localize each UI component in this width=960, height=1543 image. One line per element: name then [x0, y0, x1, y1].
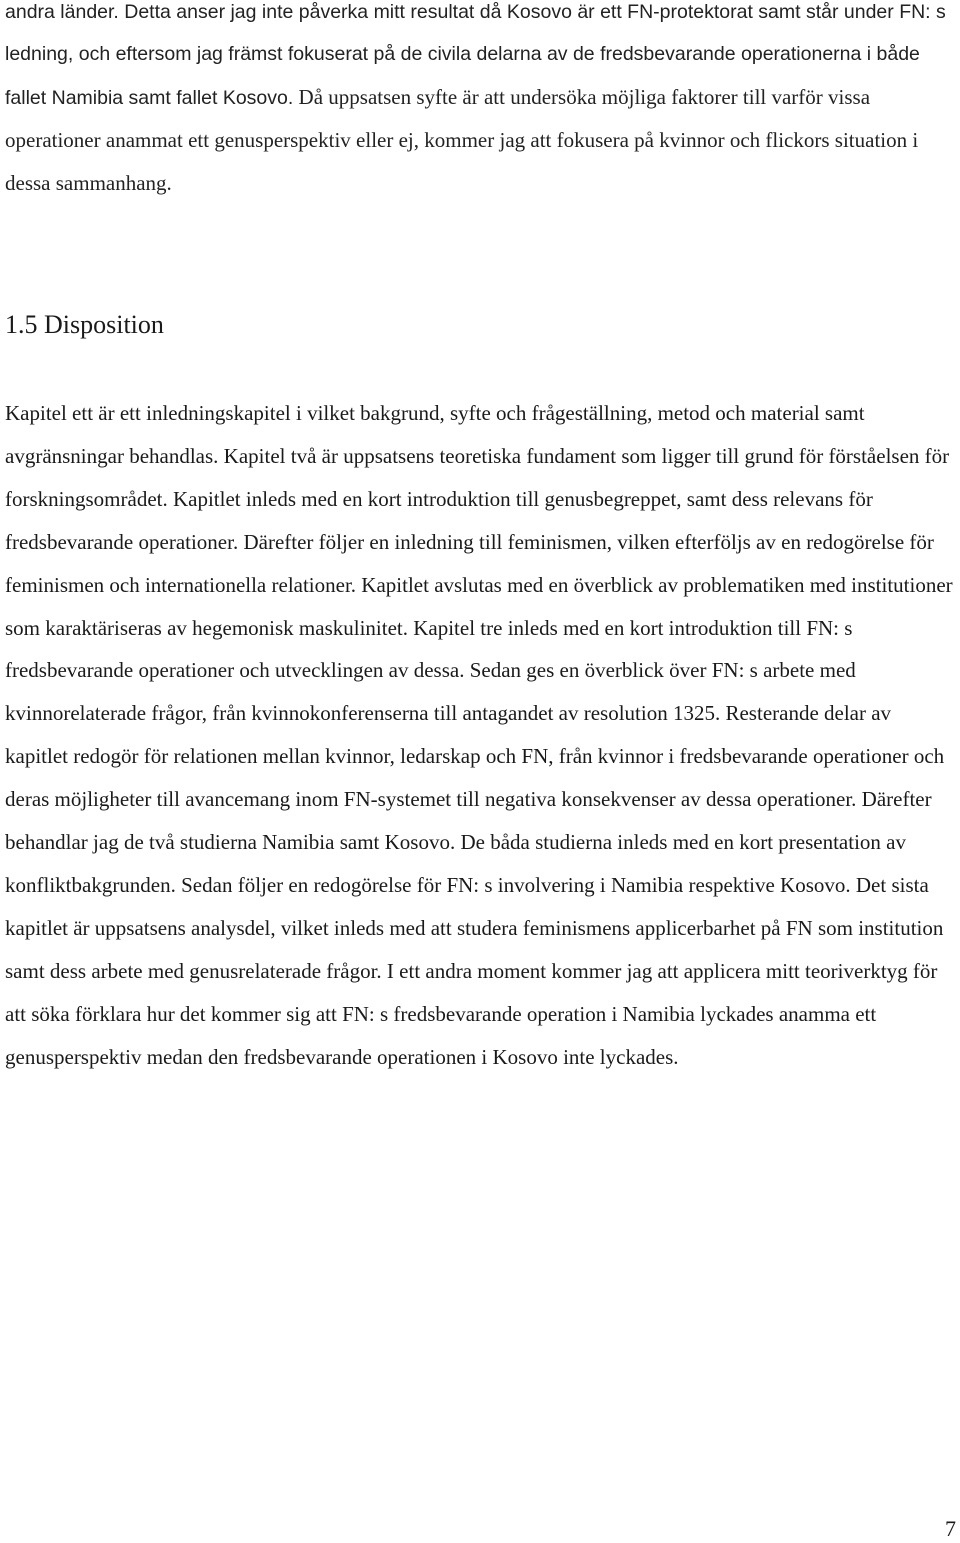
- section-heading: 1.5 Disposition: [5, 310, 164, 339]
- page-number: 7: [945, 1516, 956, 1541]
- intro-paragraph-sans-text: andra länder. Detta anser jag inte påverka mitt resultat då Kosovo är ett FN-protektorat samt står under FN: s ledning, och eftersom jag främst fokuserat på de civila delarna av de fredsbevarande operationerna i både fallet Namibia samt fallet Kosovo.: [5, 1, 946, 109]
- intro-paragraph: [5, 0, 955, 205]
- disposition-paragraph: Kapitel ett är ett inledningskapitel i vilket bakgrund, syfte och frågeställning, metod och material samt avgränsningar behandlas. Kapitel två är uppsatsens teoretiska fundament som ligger till grund för förståelsen för forskningsområdet. Kapitlet inleds med en kort introduktion till genusbegreppet, samt dess relevans för fredsbevarande operationer. Därefter följer en inledning till feminismen, vilken efterföljs av en redogörelse för feminismen och internationella relationer. Kapitlet avslutas med en överblick av problematiken med institutioner som karaktäriseras av hegemonisk maskulinitet. Kapitel tre inleds med en kort introduktion till FN: s fredsbevarande operationer och utvecklingen av dessa. Sedan ges en överblick över FN: s arbete med kvinnorelaterade frågor, från kvinnokonferenserna till antagandet av resolution 1325. Resterande delar av kapitlet redogör för relationen mellan kvinnor, ledarskap och FN, från kvinnor i fredsbevarande operationer och deras möjligheter till avancemang inom FN-systemet till negativa konsekvenser av dessa operationer. Därefter behandlar jag de två studierna Namibia samt Kosovo. De båda studierna inleds med en kort presentation av konfliktbakgrunden. Sedan följer en redogörelse för FN: s involvering i Namibia respektive Kosovo. Det sista kapitlet är uppsatsens analysdel, vilket inleds med att studera feminismens applicerbarhet på FN som institution samt dess arbete med genusrelaterade frågor. I ett andra moment kommer jag att applicera mitt teoriverktyg för att söka förklara hur det kommer sig att FN: s fredsbevarande operation i Namibia lyckades anamma ett genusperspektiv medan den fredsbevarande operationen i Kosovo inte lyckades.: [5, 401, 953, 1069]
- intro-paragraph-serif-text: Då uppsatsen syfte är att undersöka möjliga faktorer till varför vissa operationer anammat ett genusperspektiv eller ej, kommer jag att fokusera på kvinnor och flickors situation i dessa sammanhang.: [5, 84, 919, 196]
